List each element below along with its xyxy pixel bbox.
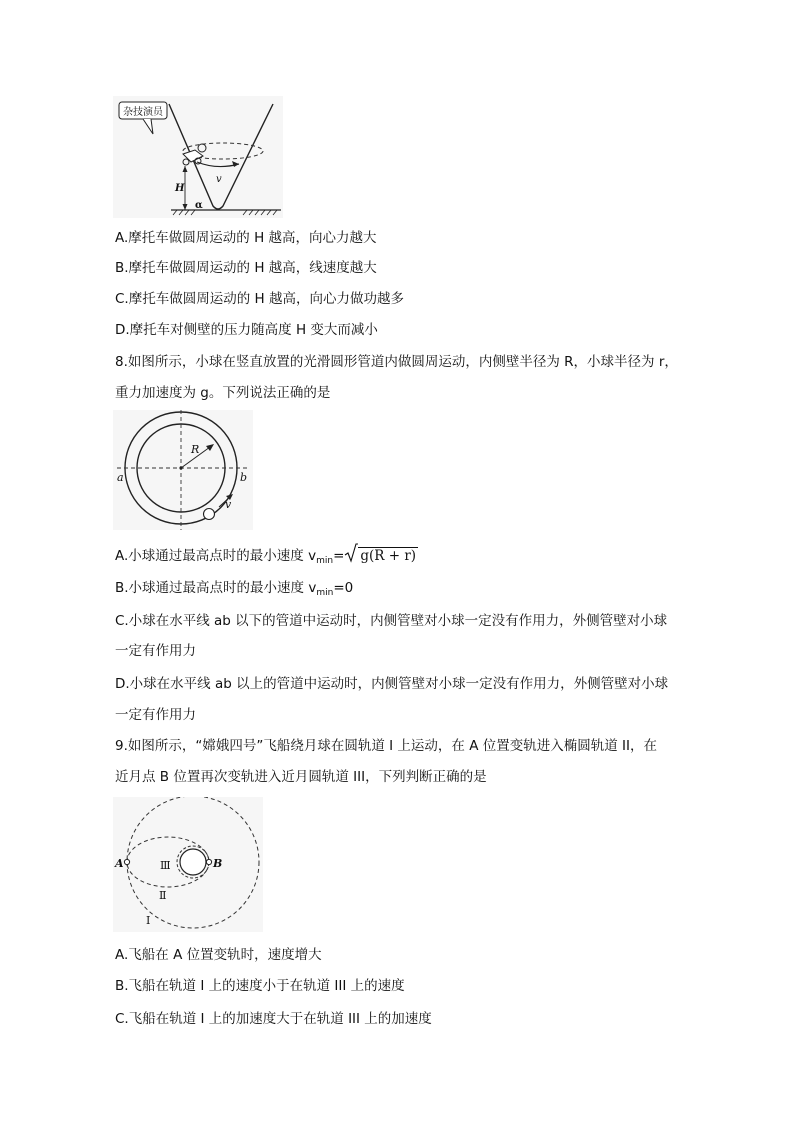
callout-text: 杂技演员 [123,107,163,118]
alpha-label: α [195,200,203,211]
q9-option-a: A.飞船在 A 位置变轨时，速度增大 [115,947,322,963]
q8-option-c-line1: C.小球在水平线 ab 以下的管道中运动时，内侧管壁对小球一定没有作用力，外侧管壁对小球 [115,613,668,629]
q8-stem-line2: 重力加速度为 g。下列说法正确的是 [115,385,331,401]
funnel-diagram [113,96,283,218]
ball [204,509,215,520]
q8-option-a-radicand: g(R + r) [360,548,417,564]
q8-option-a-eq: = [333,548,345,564]
point-B [206,859,211,864]
orbit-figure [113,797,263,932]
height-label: H [175,183,185,194]
q8-option-a [115,543,418,571]
funnel-figure [113,96,283,218]
q8-option-b-text: B.小球通过最高点时的最小速度 v [115,580,317,596]
q9-stem-line2: 近月点 B 位置再次变轨进入近月圆轨道 III，下列判断正确的是 [115,769,487,785]
pipe-diagram [113,410,253,530]
velocity-label: v [216,174,222,185]
label-I: Ⅰ [146,914,151,927]
q7-option-d: D.摩托车对侧壁的压力随高度 H 变大而减小 [115,322,378,338]
q9-option-c: C.飞船在轨道 I 上的加速度大于在轨道 III 上的加速度 [115,1011,432,1027]
orbit-diagram [113,797,263,932]
q8-option-b [115,578,353,603]
q8-option-c-line2: 一定有作用力 [115,643,196,659]
q9-option-b: B.飞船在轨道 I 上的速度小于在轨道 III 上的速度 [115,978,405,994]
q8-option-a-text: A.小球通过最高点时的最小速度 v [115,548,317,564]
point-a-label: a [117,471,124,484]
q9-stem-line1: 9.如图所示，“嫦娥四号”飞船绕月球在圆轨道 I 上运动，在 A 位置变轨进入椭圆轨道 II，在 [115,738,658,754]
q8-option-d-line2: 一定有作用力 [115,707,196,723]
label-B: B [213,857,223,870]
label-II: Ⅱ [159,889,167,902]
q7-option-c: C.摩托车做圆周运动的 H 越高，向心力做功越多 [115,291,404,307]
pipe-figure [113,410,253,530]
q7-option-a: A.摩托车做圆周运动的 H 越高，向心力越大 [115,230,377,246]
q8-option-a-sub: min [316,556,334,566]
moon [180,849,206,875]
label-A: A [115,857,124,870]
ball-velocity-label: v [225,498,232,511]
q8-stem-line1: 8.如图所示，小球在竖直放置的光滑圆形管道内做圆周运动，内侧壁半径为 R，小球半径为 r， [115,354,678,370]
q7-option-b: B.摩托车做圆周运动的 H 越高，线速度越大 [115,260,377,276]
q8-option-d-line1: D.小球在水平线 ab 以上的管道中运动时，内侧管壁对小球一定没有作用力，外侧管壁对小球 [115,676,669,692]
radius-label: R [191,443,200,456]
q8-option-b-suffix: =0 [333,580,354,596]
point-A [124,859,129,864]
sqrt-symbol [344,543,358,569]
q8-option-b-sub: min [316,588,334,598]
label-III: Ⅲ [160,859,171,872]
point-b-label: b [240,471,248,484]
